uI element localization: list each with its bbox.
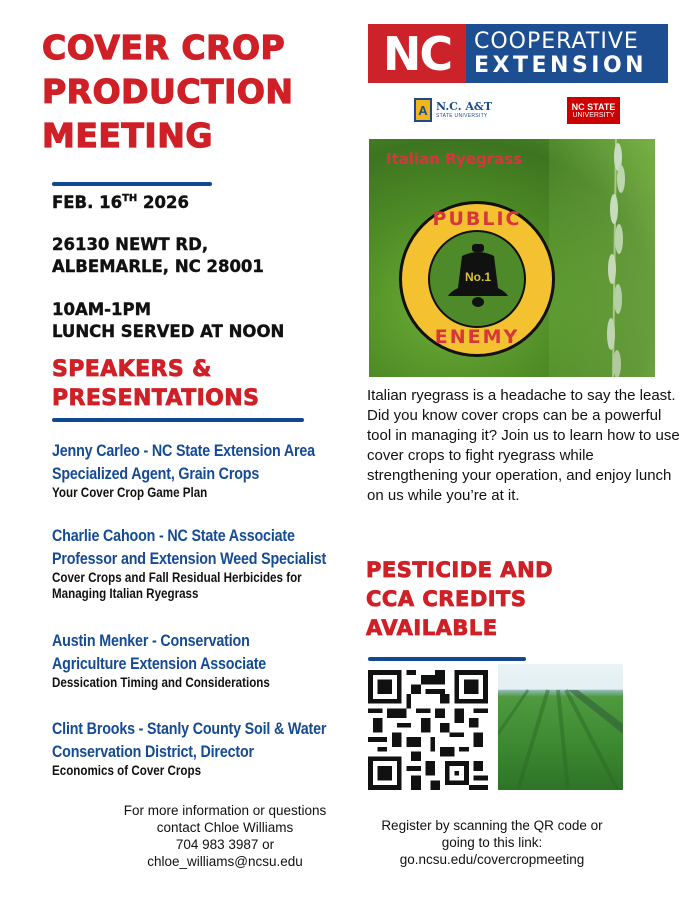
credits-heading: PESTICIDE AND CCA CREDITS AVAILABLE	[366, 558, 554, 640]
registration-qr-code[interactable]	[368, 670, 488, 790]
speaker-item: Clint Brooks - Stanly County Soil & Water Conservation District, Director Economics of Cover Crops	[52, 719, 327, 778]
nc-aandt-logo: A N.C. A&T STATE UNIVERSITY	[414, 98, 492, 122]
speaker-item: Austin Menker - Conservation Agriculture Extension Associate Dessication Timing and Considerations	[52, 631, 270, 690]
event-description: Italian ryegrass is a headache to say the least. Did you know cover crops can be a powerful tool in managing it? Join us to learn how to use cover crops to fight ryegrass while strengthening your operation, and enjoy lunch on us while you’re at it.	[367, 387, 680, 504]
title-line-2: PRODUCTION	[42, 72, 294, 111]
nc-state-logo: NC STATE UNIVERSITY	[567, 97, 620, 124]
photo-caption: Italian Ryegrass	[386, 150, 523, 168]
registration-link[interactable]: go.ncsu.edu/covercropmeeting	[399, 852, 585, 867]
contact-email-link[interactable]: chloe_williams@ncsu.edu	[147, 854, 303, 869]
title-line-3: MEETING	[42, 116, 213, 155]
speaker-item: Charlie Cahoon - NC State Associate Professor and Extension Weed Specialist Cover Crops and Fall Residual Herbicides for Managing Italian Ryegrass	[52, 526, 327, 601]
ryegrass-public-enemy-image	[369, 139, 655, 377]
divider	[52, 418, 304, 422]
field-rows-icon	[498, 664, 623, 790]
event-address: 26130 NEWT RD, ALBEMARLE, NC 28001	[52, 235, 264, 276]
divider	[52, 182, 212, 186]
contact-info: For more information or questions contact Chloe Williams 704 983 3987 or chloe_williams@ncsu.edu	[80, 802, 370, 870]
event-time: 10AM-1PM LUNCH SERVED AT NOON	[52, 300, 285, 341]
nc-cooperative-extension-logo: NC COOPERATIVE EXTENSION	[368, 24, 668, 83]
speaker-item: Jenny Carleo - NC State Extension Area Specialized Agent, Grain Crops Your Cover Crop Game Plan	[52, 441, 315, 500]
cover-crop-field-image	[498, 664, 623, 790]
divider	[368, 657, 526, 661]
event-date: FEB. 16TH 2026	[52, 193, 189, 212]
title-line-1: COVER CROP	[42, 28, 286, 67]
event-title	[42, 26, 294, 158]
public-enemy-badge: PUBLIC No.1 ENEMY	[399, 201, 555, 357]
aandt-emblem-icon: A	[414, 98, 432, 122]
registration-info: Register by scanning the QR code or going to this link: go.ncsu.edu/covercropmeeting	[362, 817, 622, 868]
ryegrass-stalk-icon	[605, 139, 627, 377]
speakers-heading: SPEAKERS & PRESENTATIONS	[52, 357, 260, 411]
